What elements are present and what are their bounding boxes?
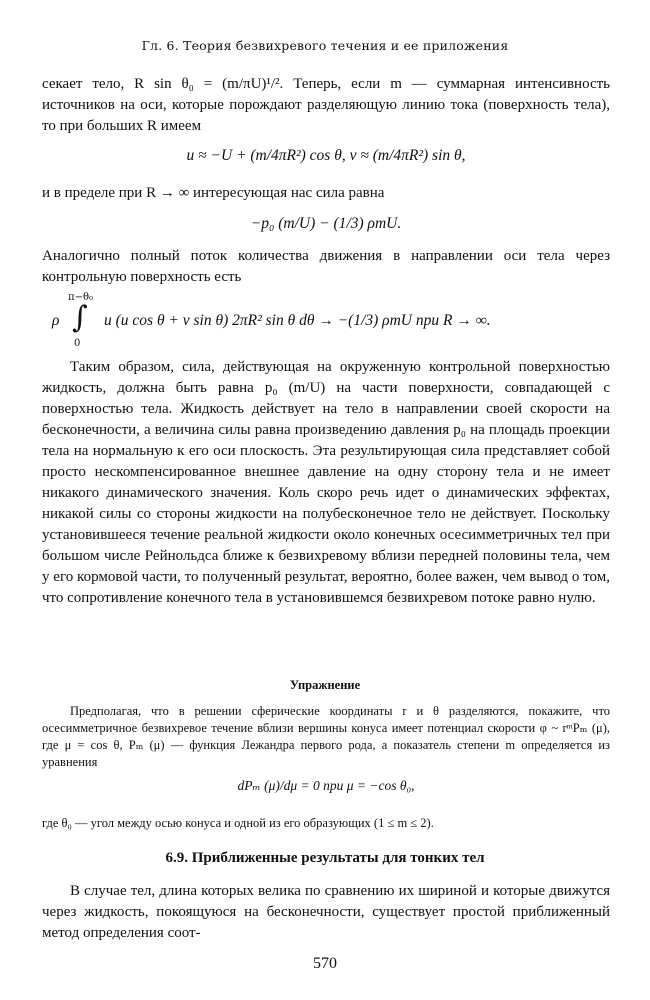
integral-lower-limit: 0 <box>74 338 81 349</box>
rho-symbol: ρ <box>52 312 60 329</box>
paragraph-2: и в пределе при R → ∞ интересующая нас сила равна <box>42 185 385 201</box>
exercise-title: Упражнение <box>289 678 361 692</box>
exercise-tail: где θ₀ — угол между осью конуса и одной из его образующих (1 ≤ m ≤ 2). <box>42 816 434 830</box>
equation-momentum-flux <box>42 292 610 350</box>
paragraph-4: Таким образом, сила, действующая на окруженную контрольной поверхностью жидкость, должна быть равна p₀ (m/U) на части поверхности, совпадающей с поверхностью тела. Жидкость действует на тело в направлении своей скорости на бесконечности, а величина силы равна произведению давления p₀ на площадь проекции тела на нормальную к его оси плоскость. Эта результирующая сила представляет собой просто нескомпенсированное внешнее давление на одну сторону тела и не имеет никакого динамического значения. Коль скоро речь идет о динамических эффектах, никакой силы со стороны жидкости на полубесконечное тело не действует. Поскольку установившееся течение реальной жидкости около конечных осесимметричных тел при большом числе Рейнольдса ближе к безвихревому вблизи передней половины тела, чем у его кормовой части, то полученный результат, вероятно, более важен, чем вывод о том, что сопротивление конечного тела в установившемся безвихревом потоке равно нулю. <box>42 359 610 606</box>
integral-sign-icon: ∫ <box>72 300 88 335</box>
integrand: u (u cos θ + v sin θ) 2πR² sin θ dθ → −(1/3) ρmU при R → ∞. <box>104 312 491 329</box>
exercise-equation: dPₘ (μ)/dμ = 0 при μ = −cos θ₀, <box>237 778 415 793</box>
section-heading: 6.9. Приближенные результаты для тонких тел <box>165 850 485 866</box>
running-header: Гл. 6. Теория безвихревого течения и ее приложения <box>141 38 509 53</box>
equation-velocity: u ≈ −U + (m/4πR²) cos θ, v ≈ (m/4πR²) sin θ, <box>186 147 466 164</box>
exercise-text: Предполагая, что в решении сферические координаты r и θ разделяются, покажите, что осесимметричное безвихревое течение вблизи вершины конуса имеет потенциал скорости φ ~ rᵐPₘ (μ), где μ = cos θ, Pₘ (μ) — функция Лежандра первого рода, а показатель степени m определяется из уравнения <box>42 704 610 769</box>
paragraph-3: Аналогично полный поток количества движения в направлении оси тела через контрольную поверхность есть <box>42 248 610 285</box>
section-text: В случае тел, длина которых велика по сравнению их шириной и которые движутся через жидкость, покоящуюся на бесконечности, существует простой приближенный метод определения соот- <box>42 883 610 941</box>
paragraph-1: секает тело, R sin θ₀ = (m/πU)¹/². Теперь, если m — суммарная интенсивность источников на оси, которые порождают разделяющую линию тока (поверхность тела), то при больших R имеем <box>42 76 610 134</box>
equation-force: −p₀ (m/U) − (1/3) ρmU. <box>250 215 402 232</box>
integral-upper-limit: π−θ₀ <box>68 292 93 303</box>
page-number: 570 <box>313 955 337 972</box>
